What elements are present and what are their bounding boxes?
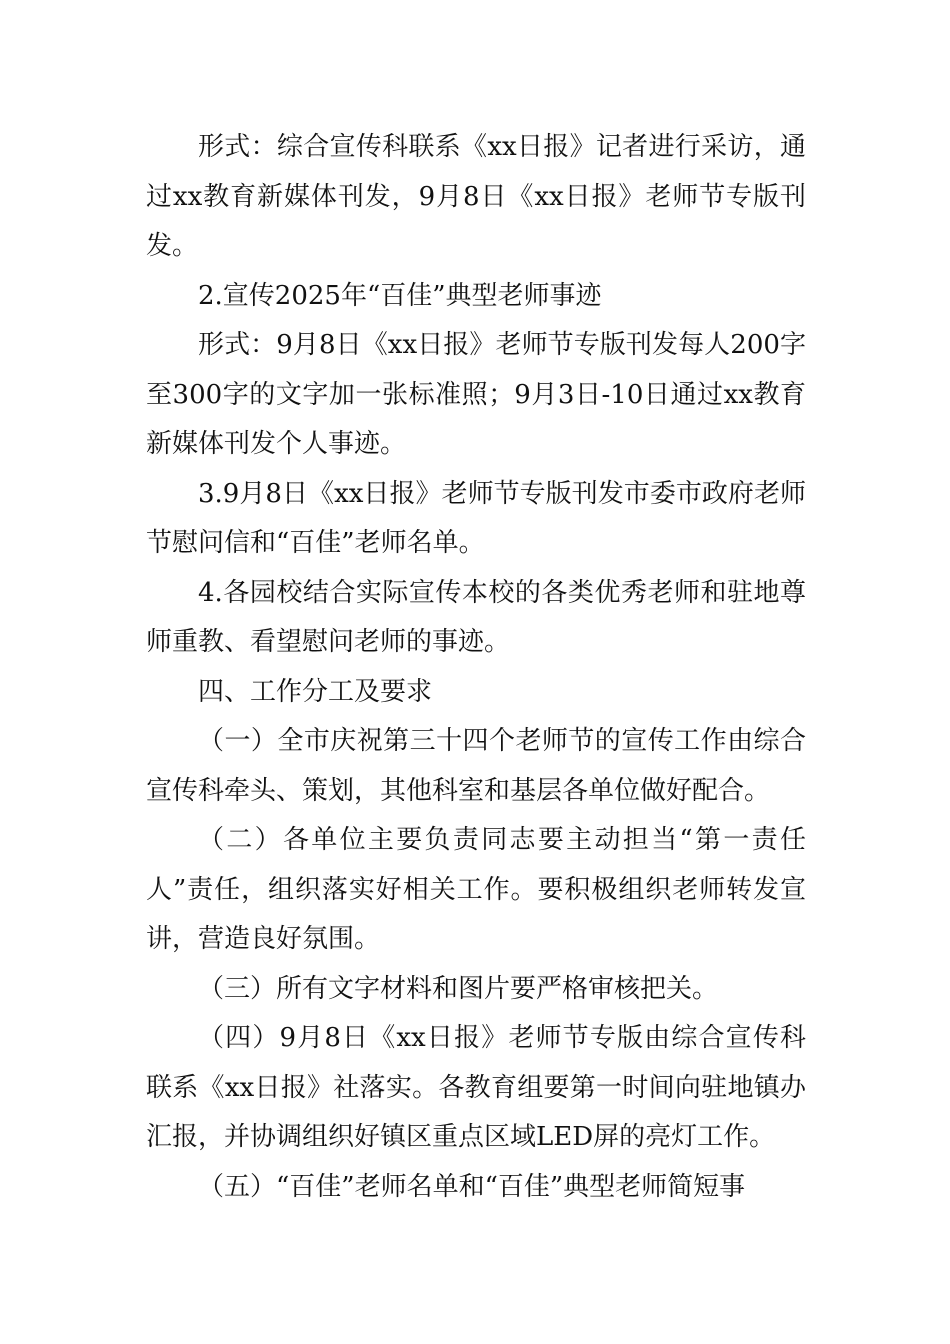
paragraph-requirement-2: （二）各单位主要负责同志要主动担当“第一责任人”责任，组织落实好相关工作。要积极组织老师转发宣讲，营造良好氛围。 [146,825,806,954]
paragraph-item-2-heading: 2.宣传2025年“百佳”典型老师事迹 [198,280,602,311]
paragraph-requirement-5: （五）“百佳”老师名单和“百佳”典型老师简短事 [198,1171,746,1202]
paragraph-item-3: 3.9月8日《xx日报》老师节专版刊发市委市政府老师节慰问信和“百佳”老师名单。 [146,478,806,558]
paragraph-requirement-4: （四）9月8日《xx日报》老师节专版由综合宣传科联系《xx日报》社落实。各教育组要第一时间向驻地镇办汇报，并协调组织好镇区重点区域LED屏的亮灯工作。 [146,1023,806,1152]
paragraph-requirement-1: （一）全市庆祝第三十四个老师节的宣传工作由综合宣传科牵头、策划，其他科室和基层各单位做好配合。 [146,726,806,806]
paragraph-item-4: 4.各园校结合实际宣传本校的各类优秀老师和驻地尊师重教、看望慰问老师的事迹。 [146,577,806,657]
section-heading-4: 四、工作分工及要求 [198,676,433,707]
paragraph-form-1: 形式：综合宣传科联系《xx日报》记者进行采访，通过xx教育新媒体刊发，9月8日《xx日报》老师节专版刊发。 [146,132,806,261]
paragraph-form-2: 形式：9月8日《xx日报》老师节专版刊发每人200字至300字的文字加一张标准照；9月3日-10日通过xx教育新媒体刊发个人事迹。 [146,330,806,459]
document-page [146,123,806,1212]
paragraph-requirement-3: （三）所有文字材料和图片要严格审核把关。 [198,973,719,1004]
